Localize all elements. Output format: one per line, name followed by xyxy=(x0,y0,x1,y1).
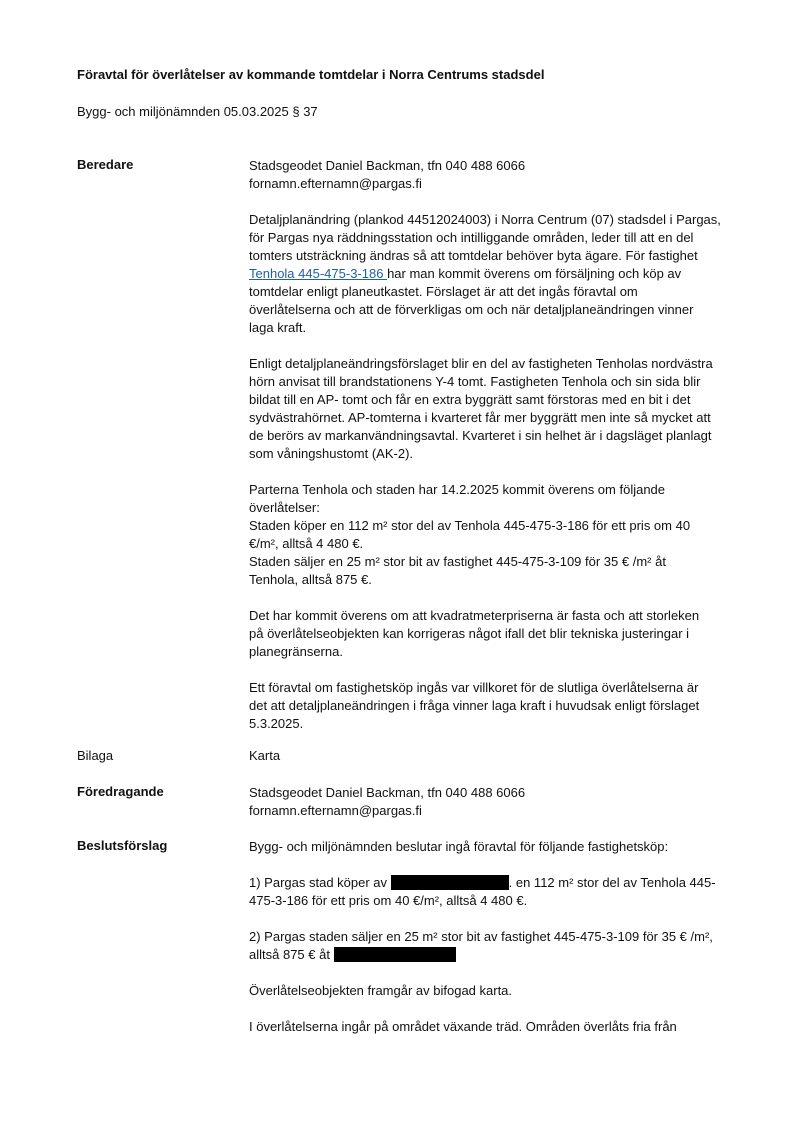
text-line: Ett föravtal om fastighetsköp ingås var villkoret för de slutliga överlåtelserna är xyxy=(249,680,699,695)
text-line: planegränserna. xyxy=(249,644,343,659)
text-line: Parterna Tenhola och staden har 14.2.2025 kommit överens om följande xyxy=(249,482,666,497)
beredare-contact xyxy=(249,157,747,193)
text-fragment: alltså 875 € åt xyxy=(249,947,334,962)
text-line: Det har kommit överens om att kvadratmeterpriserna är fasta och att storleken xyxy=(249,608,700,623)
beslutsforslag-content xyxy=(249,838,747,1054)
text-line: 2) Pargas staden säljer en 25 m² stor bit av fastighet 445-475-3-109 för 35 € /m², xyxy=(249,929,713,944)
text-line: på överlåtelseobjekten kan korrigeras något ifall det blir tekniska justeringar i xyxy=(249,626,690,641)
paragraph-detaljplan xyxy=(249,211,747,337)
text-line: Överlåtelseobjekten framgår av bifogad karta. xyxy=(249,983,513,998)
paragraph-foravtal xyxy=(249,679,747,733)
decision-trad xyxy=(249,1018,747,1036)
redacted-block xyxy=(391,875,509,890)
contact-email: fornamn.efternamn@pargas.fi xyxy=(249,803,422,818)
text-line: 475-3-186 för ett pris om 40 €/m², alltså 4 480 €. xyxy=(249,893,528,908)
contact-name: Stadsgeodet Daniel Backman, tfn 040 488 6066 xyxy=(249,785,526,800)
foredragande-content xyxy=(249,784,747,820)
contact-name: Stadsgeodet Daniel Backman, tfn 040 488 6066 xyxy=(249,158,526,173)
label-bilaga: Bilaga xyxy=(77,748,114,763)
property-link[interactable]: Tenhola 445-475-3-186 xyxy=(249,266,388,281)
meeting-reference: Bygg- och miljönämnden 05.03.2025 § 37 xyxy=(77,104,318,119)
paragraph-detaljplanforslag xyxy=(249,355,747,463)
text-line: tomtdelar enligt planeutkastet. Förslaget är att det ingås föravtal om xyxy=(249,284,638,299)
text-line: det att detaljplaneändringen i fråga vinner laga kraft i huvudsak enligt förslaget xyxy=(249,698,700,713)
text-fragment: 1) Pargas stad köper av xyxy=(249,875,391,890)
text-line: de berörs av markanvändningsavtal. Kvarteret i sin helhet är i dagsläget planlagt xyxy=(249,428,712,443)
text-line: I överlåtelserna ingår på området växande träd. Områden överlåts fria från xyxy=(249,1019,677,1034)
paragraph-overlatelser xyxy=(249,481,747,589)
decision-item-2 xyxy=(249,928,747,964)
label-beredare: Beredare xyxy=(77,157,134,172)
text-line: tomters utsträckning ändras så att tomtdelar behöver byta ägare. För fastighet xyxy=(249,248,698,263)
text-line: laga kraft. xyxy=(249,320,307,335)
text-line: Bygg- och miljönämnden beslutar ingå föravtal för följande fastighetsköp: xyxy=(249,839,669,854)
text-line: som våningshustomt (AK-2). xyxy=(249,446,414,461)
decision-objekt xyxy=(249,982,747,1000)
text-line: för Pargas nya räddningsstation och intilliggande områden, leder till att en del xyxy=(249,230,694,245)
text-fragment: . en 112 m² stor del av Tenhola 445- xyxy=(508,875,716,890)
text-line: Staden köper en 112 m² stor del av Tenhola 445-475-3-186 för ett pris om 40 xyxy=(249,518,691,533)
label-beslutsforslag: Beslutsförslag xyxy=(77,838,168,853)
text-line: överlåtelser: xyxy=(249,500,320,515)
text-line: Enligt detaljplaneändringsförslaget blir en del av fastigheten Tenholas nordvästra xyxy=(249,356,713,371)
label-foredragande: Föredragande xyxy=(77,784,164,799)
text-line: sydvästrahörnet. AP-tomterna i kvarteret får mer byggrätt men inte så mycket att xyxy=(249,410,711,425)
decision-item-1 xyxy=(249,874,747,910)
text-line xyxy=(249,874,747,892)
bilaga-content xyxy=(249,748,747,763)
redacted-block xyxy=(334,947,456,962)
text-line: 5.3.2025. xyxy=(249,716,304,731)
paragraph-kvadratmeterpris xyxy=(249,607,747,661)
text-line: Tenhola, alltså 875 €. xyxy=(249,572,372,587)
document-title: Föravtal för överlåtelser av kommande tomtdelar i Norra Centrums stadsdel xyxy=(77,67,545,82)
text-line: bildat till en AP- tomt och får en extra byggrätt samt förstoras med en bit i det xyxy=(249,392,691,407)
beredare-content xyxy=(249,157,747,751)
text-line: hörn anvisat till brandstationens Y-4 tomt. Fastigheten Tenhola och sin sida blir xyxy=(249,374,701,389)
decision-intro xyxy=(249,838,747,856)
attachment-name: Karta xyxy=(249,748,281,763)
text-line xyxy=(249,946,747,964)
text-line: Detaljplanändring (plankod 44512024003) i Norra Centrum (07) stadsdel i Pargas, xyxy=(249,212,721,227)
text-line: €/m², alltså 4 480 €. xyxy=(249,536,364,551)
text-line xyxy=(249,265,747,283)
contact-email: fornamn.efternamn@pargas.fi xyxy=(249,176,422,191)
text-fragment: har man kommit överens om försäljning och köp av xyxy=(387,266,682,281)
text-line: överlåtelserna och att de förverkligas om och när detaljplaneändringen vinner xyxy=(249,302,694,317)
text-line: Staden säljer en 25 m² stor bit av fastighet 445-475-3-109 för 35 € /m² åt xyxy=(249,554,666,569)
